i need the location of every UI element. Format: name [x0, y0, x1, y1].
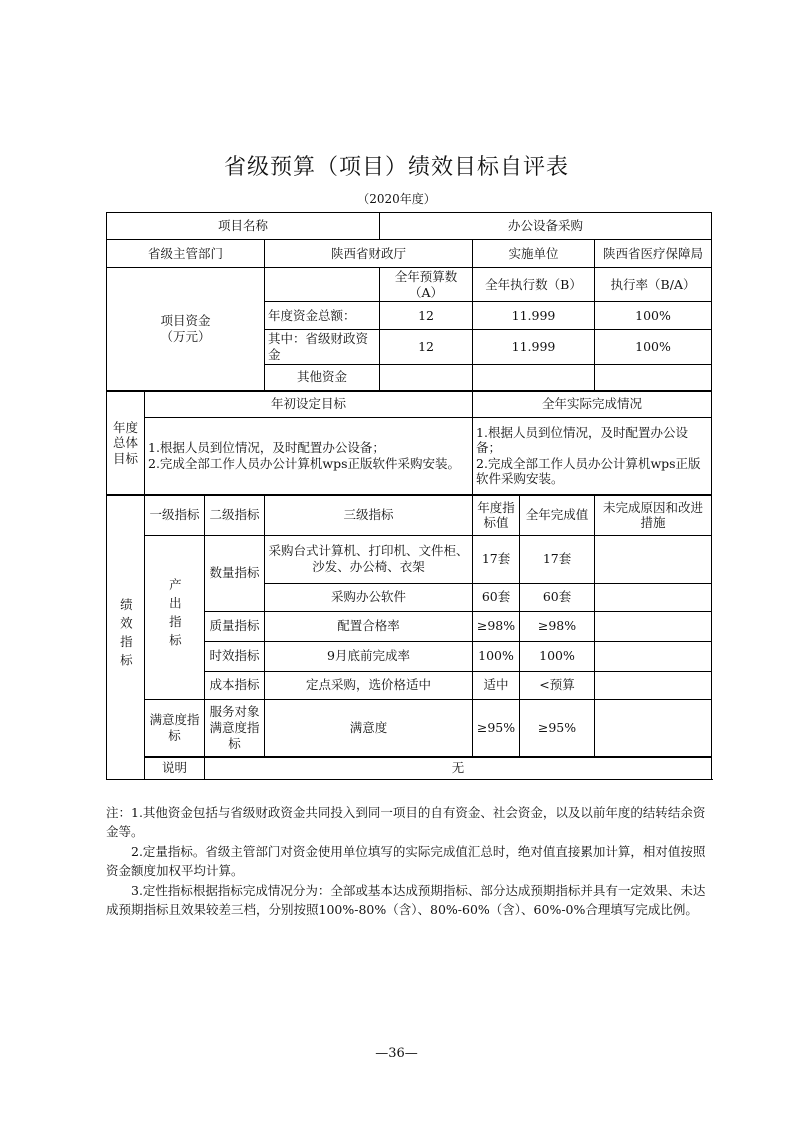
indicator-name: 满意度 — [265, 699, 473, 757]
funds-label-text: 项目资金 （万元） — [160, 313, 211, 344]
indicator-name: 9月底前完成率 — [265, 641, 473, 671]
remark-label: 说明 — [145, 757, 205, 779]
execution-header: 全年执行数（B） — [473, 268, 595, 302]
performance-indicators-text: 绩效指标 — [118, 598, 134, 673]
funds-exec-value: 11.999 — [473, 330, 595, 364]
indicator-reason — [595, 671, 712, 699]
satisfaction-indicators-label: 满意度指标 — [145, 699, 205, 757]
footnote: 注：1.其他资金包括与省级财政资金共同投入到同一项目的自有资金、社会资金，以及以前年度的结转结余资金等。 — [106, 805, 706, 840]
funds-rate-value — [595, 364, 712, 391]
indicator-reason — [595, 535, 712, 583]
reason-header: 未完成原因和改进措施 — [595, 495, 712, 535]
funds-row-label: 其中：省级财政资金 — [265, 330, 380, 364]
planned-goal-text — [145, 417, 473, 495]
footnote: 2.定量指标。省级主管部门对资金使用单位填写的实际完成值汇总时，绝对值直接累加计算，相对值按照资金额度加权平均计算。 — [106, 843, 706, 879]
department-row — [107, 240, 712, 268]
indicator-target: 100% — [473, 641, 520, 671]
implementing-unit-label: 实施单位 — [473, 240, 595, 268]
indicator-target: 适中 — [473, 671, 520, 699]
funds-budget-value: 12 — [380, 302, 473, 330]
annual-goals-label-text: 年度总体目标 — [112, 419, 138, 466]
cost-indicator-label: 成本指标 — [205, 671, 265, 699]
funds-row-label: 其他资金 — [265, 364, 380, 391]
actual-goal-text — [473, 417, 712, 495]
quality-indicator-label: 质量指标 — [205, 611, 265, 641]
funds-row-label: 年度资金总额： — [265, 302, 380, 330]
funds-budget-value: 12 — [380, 330, 473, 364]
project-name-value: 办公设备采购 — [380, 213, 712, 240]
level2-header: 二级指标 — [205, 495, 265, 535]
level3-header: 三级指标 — [265, 495, 473, 535]
indicator-reason — [595, 583, 712, 611]
funds-label — [107, 268, 265, 392]
budget-header: 全年预算数（A） — [380, 268, 473, 302]
implementing-unit-value: 陕西省医疗保障局 — [595, 240, 712, 268]
funds-header-blank — [265, 268, 380, 302]
funds-exec-value: 11.999 — [473, 302, 595, 330]
evaluation-table — [106, 212, 712, 780]
planned-goal-content: 1.根据人员到位情况，及时配置办公设备； 2.完成全部工作人员办公计算机wps正版软件采购安装。 — [148, 440, 461, 471]
project-name-label: 项目名称 — [107, 213, 380, 240]
indicator-name: 采购台式计算机、打印机、文件柜、沙发、办公椅、衣架 — [265, 535, 473, 583]
indicator-target: 60套 — [473, 583, 520, 611]
indicator-header-row — [107, 495, 712, 535]
department-value: 陕西省财政厅 — [265, 240, 473, 268]
service-satisfaction-label: 服务对象满意度指标 — [205, 699, 265, 757]
footnotes — [106, 803, 714, 919]
indicator-actual: <预算 — [520, 671, 595, 699]
project-name-row — [107, 213, 712, 240]
indicator-actual: 17套 — [520, 535, 595, 583]
goals-header-row — [107, 391, 712, 417]
actual-goal-content: 1.根据人员到位情况，及时配置办公设备； 2.完成全部工作人员办公计算机wps正版软件采购安装。 — [476, 424, 701, 487]
timeliness-indicator-label: 时效指标 — [205, 641, 265, 671]
indicator-target: 17套 — [473, 535, 520, 583]
indicator-actual: ≥98% — [520, 611, 595, 641]
indicator-target: ≥98% — [473, 611, 520, 641]
page-title: 省级预算（项目）绩效目标自评表 — [223, 155, 569, 180]
goals-content-row — [107, 417, 712, 495]
indicator-reason — [595, 699, 712, 757]
rate-header: 执行率（B/A） — [595, 268, 712, 302]
actual-goal-header: 全年实际完成情况 — [473, 391, 712, 417]
planned-goal-header: 年初设定目标 — [145, 391, 473, 417]
output-indicators-text: 产出指标 — [167, 578, 183, 653]
page-number: —36— — [375, 1046, 418, 1061]
actual-value-header: 全年完成值 — [520, 495, 595, 535]
indicator-row — [107, 535, 712, 583]
indicator-name: 采购办公软件 — [265, 583, 473, 611]
quantity-indicator-label: 数量指标 — [205, 535, 265, 611]
funds-rate-value: 100% — [595, 302, 712, 330]
output-indicators-label — [145, 535, 205, 699]
level1-header: 一级指标 — [145, 495, 205, 535]
indicator-reason — [595, 611, 712, 641]
indicator-name: 定点采购，选价格适中 — [265, 671, 473, 699]
indicator-actual: ≥95% — [520, 699, 595, 757]
indicator-reason — [595, 641, 712, 671]
remark-value: 无 — [205, 757, 712, 779]
performance-indicators-label — [107, 495, 145, 779]
footnote: 3.定性指标根据指标完成情况分为：全部或基本达成预期指标、部分达成预期指标并具有一定效果、未达成预期指标且效果较差三档，分别按照100%-80%（含）、80%-60%（含）、60%-0%合理填写完成比例。 — [106, 882, 706, 917]
remark-row — [107, 757, 712, 779]
annual-goals-label — [107, 391, 145, 495]
target-value-header: 年度指标值 — [473, 495, 520, 535]
indicator-row — [107, 699, 712, 757]
funds-header-row — [107, 268, 712, 302]
funds-exec-value — [473, 364, 595, 391]
indicator-name: 配置合格率 — [265, 611, 473, 641]
funds-budget-value — [380, 364, 473, 391]
page-subtitle: （2020年度） — [357, 192, 436, 206]
indicator-actual: 60套 — [520, 583, 595, 611]
funds-rate-value: 100% — [595, 330, 712, 364]
indicator-target: ≥95% — [473, 699, 520, 757]
indicator-actual: 100% — [520, 641, 595, 671]
department-label: 省级主管部门 — [107, 240, 265, 268]
